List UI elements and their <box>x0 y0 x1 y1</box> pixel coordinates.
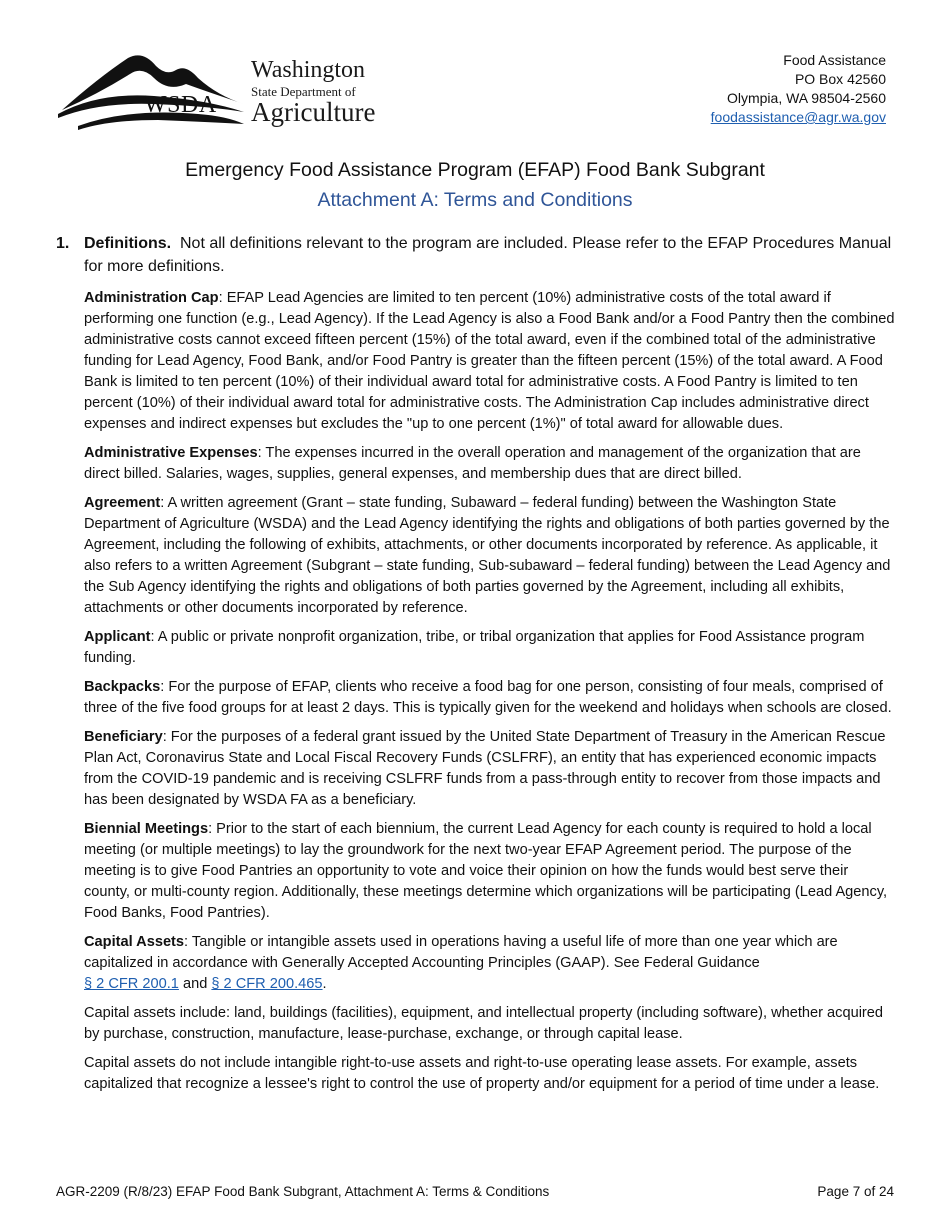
definition-item <box>84 727 896 811</box>
contact-email-link[interactable]: foodassistance@agr.wa.gov <box>710 109 886 125</box>
definition-term: Backpacks <box>84 679 161 695</box>
capital-assets-exclude: Capital assets do not include intangible right-to-use assets and right-to-use operating lease assets. For example, assets capitalized that recognize a lessee's right to control the use of property and/or equipment for a period of time under a lease. <box>84 1055 880 1092</box>
definition-term: Beneficiary <box>84 729 163 745</box>
definition-item <box>84 627 896 669</box>
definition-term: Biennial Meetings <box>84 821 209 837</box>
definition-item <box>84 443 896 485</box>
definition-item <box>84 493 896 619</box>
footer-page-number: Page 7 of 24 <box>817 1184 894 1199</box>
logo-text <box>251 58 375 126</box>
definitions-list <box>84 288 896 1095</box>
definition-text: : Prior to the start of each biennium, the current Lead Agency for each county is required to hold a local meeting (or multiple meetings) to lay the groundwork for the next two-year EFAP Agreement period. The purpose of the meeting is to give Food Pantries an opportunity to vote and voice their opinion on how the funds would best serve their county, or multi-county region. Additionally, these meetings determine which organizations will be participating (Lead Agency, Food Banks, Food Pantries). <box>84 821 888 921</box>
definition-term: Agreement <box>84 495 161 511</box>
definition-item-capital-assets <box>84 932 896 995</box>
definition-term: Administration Cap <box>84 290 219 306</box>
definition-item <box>84 677 896 719</box>
definition-text: : EFAP Lead Agencies are limited to ten percent (10%) administrative costs of the total award if performing one function (e.g., Lead Agency). If the Lead Agency is also a Food Bank and/or a Food Pantry then the combined administrative costs cannot exceed fifteen percent (15%) of the total award, even if the combined total of the administrative funding for Lead Agency, Food Bank, and/or Food Pantry is greater than the fifteen percent (15%) of the total award. A Food Bank is limited to ten percent (10%) of their individual award total for administrative costs. A Food Pantry is limited to ten percent (10%) of their individual award total for administrative costs. The Administration Cap includes administrative direct expenses and indirect expenses but excludes the "up to one percent (1%)" of total award for allowable dues. <box>84 290 895 432</box>
contact-block <box>711 51 886 127</box>
definition-term: Administrative Expenses <box>84 445 258 461</box>
definition-term: Capital Assets <box>84 934 185 950</box>
definition-item <box>84 288 896 435</box>
definition-text: : The expenses incurred in the overall operation and management of the organization that are direct billed. Salaries, wages, supplies, general expenses, and membership dues that are direct billed. <box>84 445 861 482</box>
document-subtitle: Attachment A: Terms and Conditions <box>317 189 633 211</box>
cfr-200-1-link[interactable]: § 2 CFR 200.1 <box>84 976 179 992</box>
section-intro: Not all definitions relevant to the program are included. Please refer to the EFAP Procedures Manual for more definitions. <box>84 235 892 275</box>
document-title: Emergency Food Assistance Program (EFAP) Food Bank Subgrant <box>185 159 765 181</box>
footer-form-id: AGR-2209 (R/8/23) EFAP Food Bank Subgrant, Attachment A: Terms & Conditions <box>56 1184 550 1199</box>
definition-text: : For the purpose of EFAP, clients who receive a food bag for one person, consisting of four meals, comprised of three of the five food groups for at least 2 days. This is typically given for the weekend and holidays when schools are closed. <box>84 679 892 716</box>
wsda-logo <box>58 48 378 132</box>
mountain-logo-icon <box>58 48 248 132</box>
logo-line-washington: Washington <box>251 57 366 83</box>
section-heading <box>56 232 896 278</box>
capital-assets-include: Capital assets include: land, buildings (facilities), equipment, and intellectual property (including software), whether acquired by purchase, construction, manufacture, lease-purchase, exchange, or through capital lease. <box>84 1005 884 1042</box>
wsda-wordmark: WSDA <box>144 92 217 118</box>
period-text: . <box>322 976 327 992</box>
contact-po-box: PO Box 42560 <box>794 71 886 87</box>
logo-line-state-dept: State Department of <box>251 84 356 99</box>
contact-city: Olympia, WA 98504-2560 <box>726 90 886 106</box>
definition-term: Applicant <box>84 629 151 645</box>
page-footer <box>56 1184 894 1199</box>
section-number: 1. <box>56 235 70 252</box>
definition-text: : For the purposes of a federal grant issued by the United State Department of Treasury in the American Rescue Plan Act, Coronavirus State and Local Fiscal Recovery Funds (CSLFRF), an entity that has experienced economic impacts from the COVID-19 pandemic and is receiving CSLFRF funds from a pass-through entity to recover from those impacts and has been designated by WSDA FA as a beneficiary. <box>84 729 886 808</box>
definition-item <box>84 819 896 924</box>
cfr-200-465-link[interactable]: § 2 CFR 200.465 <box>211 976 323 992</box>
and-text: and <box>178 976 212 992</box>
section-title: Definitions. <box>84 235 172 252</box>
document-body <box>56 232 896 1103</box>
definition-text: : A written agreement (Grant – state funding, Subaward – federal funding) between the Washington State Department of Agriculture (WSDA) and the Lead Agency identifying the rights and obligations of both parties governed by the Agreement, including the following of exhibits, attachments, or other documents incorporated by reference. As applicable, it also refers to a written Agreement (Subgrant – state funding, Sub-subaward – federal funding) between the Lead Agency and the Sub Agency identifying the rights and obligations of both parties governed by the Agreement, including all exhibits, attachments or other documents incorporated by reference. <box>84 495 891 616</box>
definition-text: : A public or private nonprofit organization, tribe, or tribal organization that applies for Food Assistance program funding. <box>84 629 865 666</box>
logo-line-agriculture: Agriculture <box>251 97 376 127</box>
definition-text: : Tangible or intangible assets used in operations having a useful life of more than one year which are capitalized in accordance with Generally Accepted Accounting Principles (GAAP). See Federal Guidance <box>84 934 838 971</box>
contact-name: Food Assistance <box>783 52 886 68</box>
